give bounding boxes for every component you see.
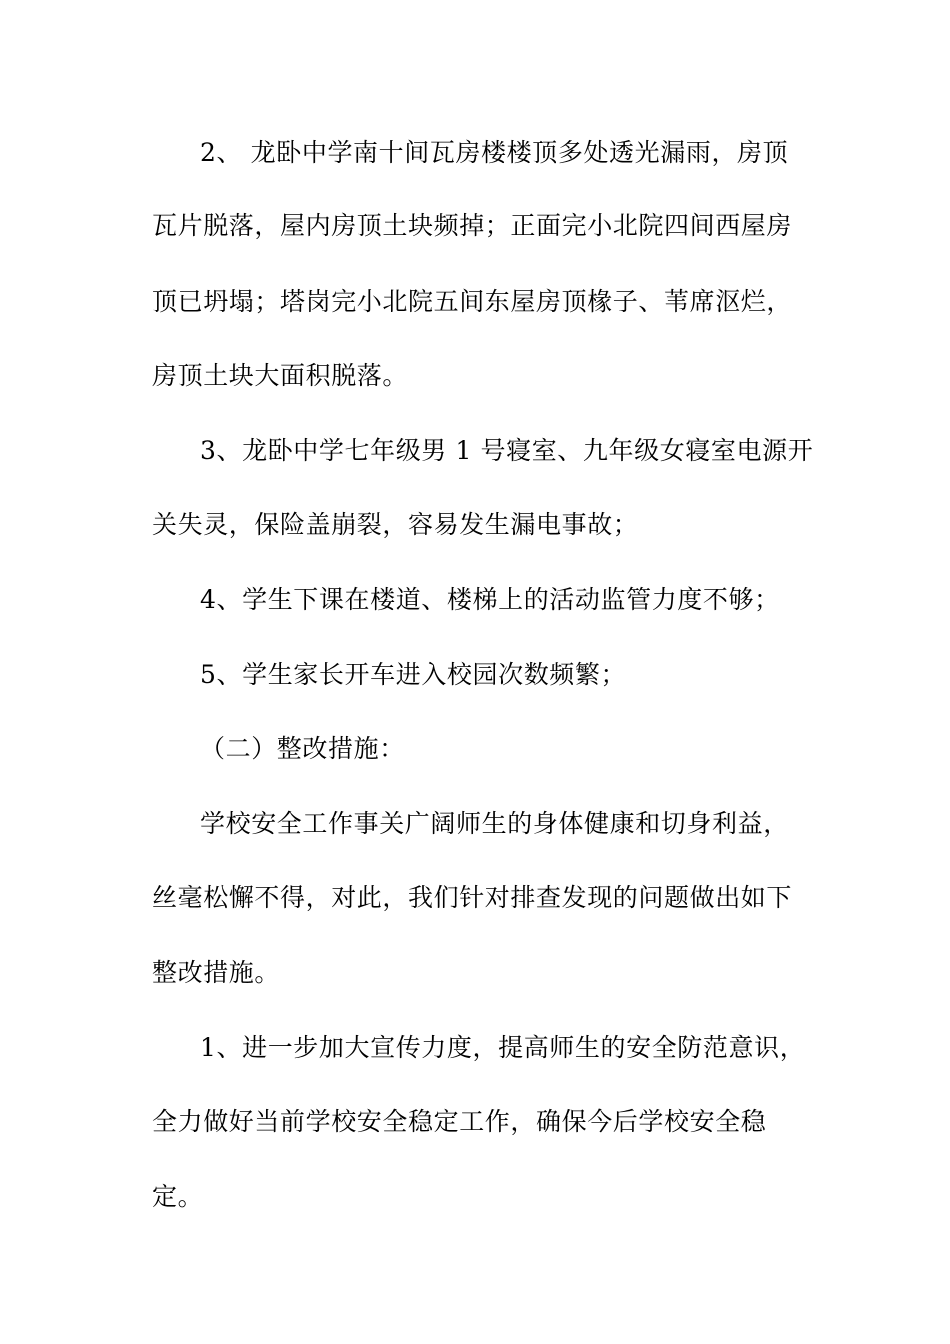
paragraph-line: 顶已坍塌；塔岗完小北院五间东屋房顶椽子、苇席沤烂， xyxy=(152,287,793,316)
paragraph-line: 瓦片脱落，屋内房顶土块频掉；正面完小北院四间西屋房 xyxy=(152,211,793,240)
paragraph-line: 1、进一步加大宣传力度，提高师生的安全防范意识， xyxy=(200,1033,806,1062)
paragraph-line: 定。 xyxy=(152,1182,204,1211)
paragraph-line: 全力做好当前学校安全稳定工作，确保今后学校安全稳 xyxy=(152,1107,767,1136)
paragraph-line: 2、 龙卧中学南十间瓦房楼楼顶多处透光漏雨，房顶 xyxy=(200,138,789,167)
paragraph-line: 房顶土块大面积脱落。 xyxy=(152,361,409,390)
paragraph-line: 5、学生家长开车进入校园次数频繁； xyxy=(200,660,627,689)
section-heading: （二）整改措施： xyxy=(200,734,405,763)
paragraph-line: 丝毫松懈不得，对此，我们针对排查发现的问题做出如下 xyxy=(152,883,793,912)
paragraph-line: 3、龙卧中学七年级男 1 号寝室、九年级女寝室电源开 xyxy=(200,436,814,465)
paragraph-line: 整改措施。 xyxy=(152,958,281,987)
paragraph-line: 关失灵，保险盖崩裂，容易发生漏电事故； xyxy=(152,510,639,539)
paragraph-line: 4、学生下课在楼道、楼梯上的活动监管力度不够； xyxy=(200,585,780,614)
paragraph-line: 学校安全工作事关广阔师生的身体健康和切身利益， xyxy=(200,809,789,838)
